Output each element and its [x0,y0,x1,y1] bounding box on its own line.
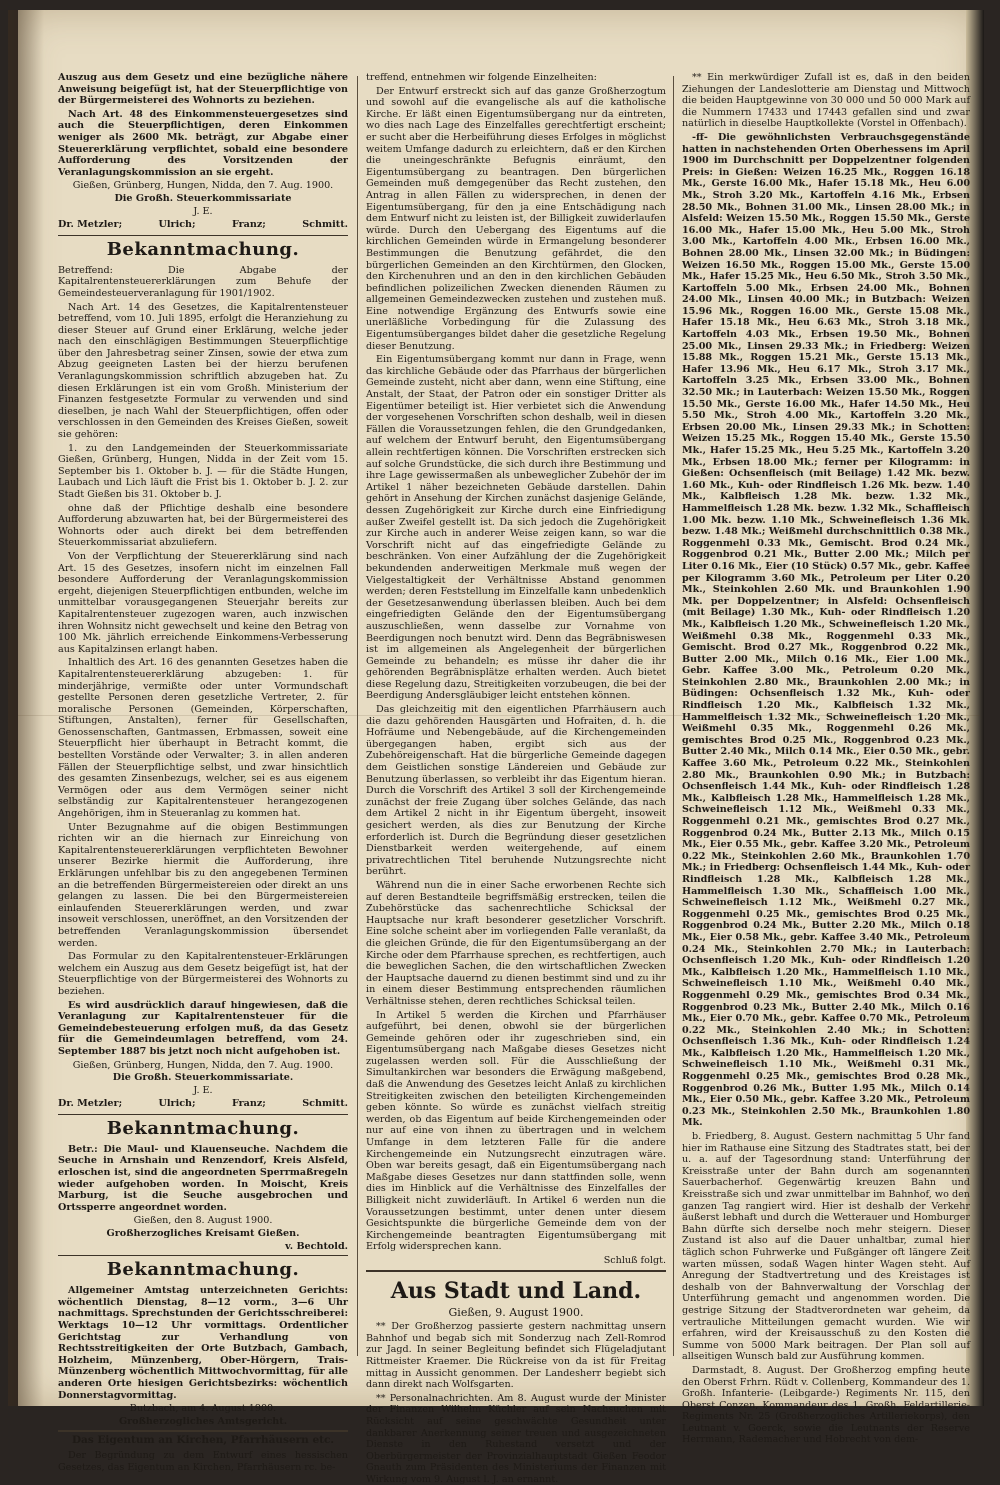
section-title: Aus Stadt und Land. [390,1277,642,1304]
paragraph: ohne daß der Pflichtige deshalb eine besondere Aufforderung abzuwarten hat, bei der Bürgermeisterei des Wohnorts oder auch direkt bei dem betreffenden Steuerkommissariat abzuliefern. [58,502,348,549]
intro-text: Auszug aus dem Gesetz und eine bezügliche nähere Anweisung beigefügt ist, hat der Steuerpflichtige von der Bürgermeisterei des Wohnorts zu beziehen. [58,72,348,107]
paragraph: Der Entwurf erstreckt sich auf das ganze Großherzogtum und sowohl auf die evangelische als auf die katholische Kirche. Er läßt einen Eigentumsübergang nur da eintreten, wo dies nach Lage des Einzelfalles gerechtfertigt erscheint; er sucht aber die Herbeiführung dieses Erfolges in möglichst weitem Umfange dadurch zu erleichtern, daß er den Kirchen die uneingeschränkte Befugnis einräumt, den Eigentumsübergang zu beantragen. Den bürgerlichen Gemeinden muß demgegenüber das Recht zustehen, den Antrag in allen Fällen zu widersprechen, in denen der Eigentumsübergang, für den ja eine Entschädigung nach dem Entwurf nicht zu leisten ist, der Billigkeit zuwiderlaufen würde. Durch den Uebergang des Eigentums auf die kirchlichen Gemeinden würde in Ermangelung besonderer Bestimmungen die Benutzung gefährdet, die den bürgerlichen Gemeinden an den Kirchtürmen, den Glocken, den Kirchenuhren und an den in den kirchlichen Gebäuden befindlichen polizeilichen Zwecken dienenden Räumen zu allgemeinen Gemeindezwecken zustehen und zustehen muß. Eine notwendige Ergänzung des Entwurfs sowie eine unerläßliche Vorbedingung für die Zulassung des Eigentumsüberganges bildet daher die gesetzliche Regelung dieser Benutzung. [366,85,666,352]
signatory: Ulrich; [158,219,196,231]
office: Die Großh. Steuerkommissariate [114,192,292,204]
paragraph: In Artikel 5 werden die Kirchen und Pfarrhäuser aufgeführt, bei denen, obwohl sie der bürgerlichen Gemeinde gehören oder ihr zugeschrieben sind, ein Eigentumsübergang nach Maßgabe dieses Gesetzes nicht zugelassen werden soll. Für die Ausschließung der Simultankirchen war besonders die Erwägung maßgebend, daß die Anwendung des Gesetzes leicht Anlaß zu kirchlichen Streitigkeiten zwischen den beteiligten Kirchengemeinden geben könnte. So würde es zunächst vielfach streitig werden, ob das Eigentum auf beide Kirchengemeinden oder nur auf eine von ihnen zu übertragen und in welchem Umfange in dem letzteren Falle für die andere Kirchengemeinde ein Nutzungsrecht einzutragen wäre. Oben war bereits gesagt, daß ein Eigentumsübergang nach Maßgabe dieses Gesetzes nur dann stattfinden solle, wenn dies im Hinblick auf die Verhältnisse des Einzelfalles der Billigkeit nicht zuwiderläuft. In Artikel 6 werden nun die Voraussetzungen bestimmt, unter denen unter diesem Gesichtspunkte die bürgerliche Gemeinde dem von der Kirchengemeinde beantragten Eigentumsübergang mit Erfolg widersprechen kann. [366,1009,666,1253]
paragraph: 1. zu den Landgemeinden der Steuerkommissariate Gießen, Grünberg, Hungen, Nidda in der Zeit vom 15. September bis 1. Oktober b. J. — für die Städte Hungen, Laubach und Lich läuft die Frist bis 1. Oktober b. J. 2. zur Stadt Gießen bis 31. Oktober b. J. [58,442,348,500]
office: Die Großh. Steuerkommissariate. [112,1072,294,1084]
initials: J. E. [193,205,213,217]
announcement-title: Bekanntmachung. [106,1117,300,1139]
paragraph: Ein Eigentumsübergang kommt nur dann in Frage, wenn das kirchliche Gebäude oder das Pfarrhaus der bürgerlichen Gemeinde zusteht, nicht aber dann, wenn eine Stiftung, eine Anstalt, der Staat, der Patron oder ein sonstiger Dritter als Eigentümer beteiligt ist. Hier verbietet sich die Anwendung der vorgesehenen Vorschriften schon deshalb, weil in diesen Fällen die Voraussetzungen fehlen, die den Grundgedanken, auf welchem der Entwurf beruht, den Eigentumsübergang allein rechtfertigen können. Die Vorschriften erstrecken sich auf solche Grundstücke, die sich durch ihre Bestimmung und ihre Lage gewissermaßen als unbeweglicher Zubehör der im Artikel 1 näher bezeichneten Gebäude darstellen. Dahin gehört in Ansehung der Kirchen zunächst dasjenige Gelände, dessen Zugehörigkeit zur Kirche durch eine Einfriedigung außer Zweifel gestellt ist. Da sich jedoch die Zugehörigkeit zur Kirche auch in anderer Weise zeigen kann, so war die Vorschrift nicht auf das eingefriedigte Gelände zu beschränken. Von einer Aufzählung der die Zugehörigkeit bekundenden anderweitigen Merkmale muß wegen der Vielgestaltigkeit der Verhältnisse Abstand genommen werden; deren Feststellung im Einzelfalle kann unbedenklich der Gesetzesanwendung überlassen bleiben. Auch bei dem eingefriedigten Gelände den der Eigentumsübergang auszuschließen, wenn dasselbe zur Vornahme von Beerdigungen noch benutzt wird. Denn das Begräbniswesen ist im allgemeinen als Angelegenheit der bürgerlichen Gemeinde zu behandeln; es müsse ihr daher die ihr gehörenden Begräbnisplätze erhalten werden. Auch bietet diese Regelung dazu, Streitigkeiten vorzubeugen, die bei der Beerdigung Andersgläubiger leicht entstehen können. [366,354,666,702]
column-right [682,72,970,1446]
paragraph: ** Personalnachrichten. Am 8. August wurde der Minister der Finanzen Wilhelm Küchler auf sein Nachsuchen mit Rücksicht auf seine geschwächte Gesundheit unter dankbarer Anerkennung seiner treuen und ausgezeichneten Dienste in den Ruhestand versetzt und der Oberbürgermeister der Provinzialhauptstadt Gießen Feodor Gnauth zum Präsidenten des Ministeriums der Finanzen mit Wirkung vom 9. August l. J. an ernannt. [366,1392,666,1485]
dateline: Butzbach, am 4. August 1900. [129,1403,277,1415]
newspaper-page [18,10,980,1485]
paragraph: Es wird ausdrücklich darauf hingewiesen, daß die Veranlagung zur Kapitalrentensteuer für die Gemeindebesteuerung erfolgen muß, da das Gesetz für die Gemeindeumlagen betreffend, vom 24. September 1887 bis jetzt noch nicht aufgehoben ist. [58,999,348,1057]
signature: v. Bechtold. [285,1240,348,1252]
paragraph: Das Formular zu den Kapitalrentensteuer-Erklärungen welchem ein Auszug aus dem Gesetz beigefügt ist, hat der Steuerpflichtige von der Bürgermeisterei des Wohnorts zu beziehen. [58,951,348,997]
signatory-names [58,219,348,231]
separator [58,1255,348,1256]
dateline: Gießen, den 8. August 1900. [133,1215,273,1227]
paragraph: ** Ein merkwürdiger Zufall ist es, daß in den beiden Ziehungen der Landeslotterie am Dienstag und Mittwoch die beiden Hauptgewinne von 30 000 und 50 000 Mark auf die Nummern 17433 und 17443 gefallen sind und zwar natürlich in dieselbe Hauptkollekte (Vorstel in Offenbach). [682,72,970,130]
paragraph: Betr.: Die Maul- und Klauenseuche. Nachdem die Seuche in Arnshain und Renzendorf, Kreis Alsfeld, erloschen ist, sind die angeordneten Sperrmaßregeln wieder aufgehoben worden. In Moischt, Kreis Marburg, ist die Seuche ausgebrochen und Ortssperre angeordnet worden. [58,1143,348,1213]
signatory: Schmitt. [302,219,348,231]
separator [58,235,348,236]
signatory: Schmitt. [302,1098,348,1110]
signatory: Dr. Metzler; [58,1098,123,1110]
office: Großherzogliches Kreisamt Gießen. [106,1228,300,1240]
article-title: Das Eigentum an Kirchen, Pfarrhäusern etc. [71,1434,335,1447]
announcement-title: Bekanntmachung. [106,1259,300,1281]
announcement-title: Bekanntmachung. [106,238,300,260]
paragraph: b. Friedberg, 8. August. Gestern nachmittag 5 Uhr fand hier im Rathause eine Sitzung des Stadtrates statt, bei der u. a. auf der Tagesordnung stand: Unterführung der Kreisstraße unter der Bahn durch am sogenannten Sauerbacherhof. Gegenwärtig kreuzen Bahn und Kreisstraße sich und zwar unmittelbar im Bahnhof, wo den ganzen Tag rangiert wird. Hier ist deshalb der Verkehr äußerst lebhaft und durch die Wetterauer und Homburger Bahn dürfte sich derselbe noch mehr steigern. Dieser Zustand ist also auf die Dauer unhaltbar, zumal hier täglich schon Fuhrwerke und Fußgänger oft längere Zeit warten müssen, sodaß Wagen hinter Wagen steht. Auf Anregung der Stadtvertretung und des Kreistages ist deshalb von der Bahnverwaltung der Vorschlag der Unterführung gemacht und angenommen worden. Die gestrige Sitzung der Stadtverordneten war geheim, da vertrauliche Mitteilungen gemacht wurden. Wie wir erfahren, wird der Kreisausschuß zu den Kosten die Summe von 5000 Mark beitragen. Der Plan soll auf allseitigen Wunsch bald zur Ausführung kommen. [682,1131,970,1363]
section-dateline: Gießen, 9. August 1900. [448,1305,584,1319]
betreff: Betreffend: Die Abgabe der Kapitalrentensteuererklärungen zum Behufe der Gemeindesteuerveranlagung für 1901/1902. [58,264,348,299]
art48-text: Nach Art. 48 des Einkommensteuergesetzes sind auch die Steuerpflichtigen, deren Einkommen weniger als 2600 Mk. beträgt, zur Abgabe einer Steuererklärung verpflichtet, sobald eine besondere Aufforderung des Vorsitzenden der Veranlagungskommission an sie ergeht. [58,108,348,178]
office: Großherzogliches Amtsgericht. [118,1415,288,1427]
separator [366,1270,666,1272]
column-left [58,72,348,1473]
signatory: Franz; [231,1098,266,1110]
separator [58,1114,348,1115]
continued-note: Schluß folgt. [603,1254,666,1266]
paragraph: Der Begründung zu dem Entwurf eines hessischen Gesetzes, das Eigentum an Kirchen, Pfarrhäusern rc. be- [58,1449,348,1473]
initials: J. E. [193,1084,213,1096]
paragraph: Inhaltlich des Art. 16 des genannten Gesetzes haben die Kapitalrentensteuererklärung abzugeben: 1. für minderjährige, vermißte oder unter Vormundschaft gestellte Personen deren gesetzliche Vertreter, 2. für moralische Personen (Gemeinden, Körperschaften, Stiftungen, Anstalten), ferner für Gesellschaften, Genossenschaften, Gantmassen, Erbmassen, soweit eine Steuerpflicht hier überhaupt in Betracht kommt, die bestellten Vorstände oder Verwalter; 3. in allen anderen Fällen der Steuerpflichtige selbst, und zwar hinsichtlich des gesamten Zinsenbezugs, welcher, sei es aus eigenem Vermögen oder aus dem Vermögen seiner nicht selbständig zur Kapitalrentensteuer herangezogenen Angehörigen, ihm in Steueranlag zu kommen hat. [58,657,348,820]
column-middle [366,72,666,1485]
paragraph: treffend, entnehmen wir folgende Einzelheiten: [366,72,597,83]
signatory-names [58,1098,348,1110]
column-rule [357,76,358,1356]
signatory: Dr. Metzler; [58,219,123,231]
paragraph: Allgemeiner Amtstag unterzeichneten Gerichts: wöchentlich Dienstag, 8—12 vorm., 3—6 Uhr nachmittags. Sprechstunden der Gerichtsschreiberei: Werktags 10—12 Uhr vormittags. Ordentlicher Gerichtstag zur Verhandlung von Rechtsstreitigkeiten der Orte Butzbach, Gambach, Holzheim, Münzenberg, Ober-Hörgern, Trais-Münzenberg wöchentlich Mittwochvormittag, für alle anderen Orte hiesigen Gerichtsbezirks: wöchentlich Donnerstagvormittag. [58,1285,348,1401]
dateline: Gießen, Grünberg, Hungen, Nidda, den 7. Aug. 1900. [72,1059,334,1071]
paragraph: Das gleichzeitig mit den eigentlichen Pfarrhäusern auch die dazu gehörenden Hausgärten und Hofraiten, d. h. die Hofräume und Nebengebäude, auf die Kirchengemeinden übergegangen haben, ergibt sich aus der Zubehöreigenschaft. Hat die bürgerliche Gemeinde dagegen dem Geistlichen sonstige Ländereien und Gebäude zur Benutzung überlassen, so verbleibt ihr das Eigentum hieran. Durch die Vorschrift des Artikel 3 soll der Kirchengemeinde zunächst der freie Zugang über solches Gelände, das nach dem Artikel 2 nicht in ihr Eigentum übergeht, insoweit gesichert werden, als dies zur Benutzung der Kirche erforderlich ist. Durch die Begründung dieser gesetzlichen Dienstbarkeit werden weitergehende, auf einem privatrechtlichen Titel beruhende Nutzungsrechte nicht berührt. [366,704,666,878]
paragraph: Nach Art. 14 des Gesetzes, die Kapitalrentensteuer betreffend, vom 10. Juli 1895, erfolgt die Heranziehung zu dieser Steuer auf Grund einer Erklärung, welche jeder nach den einschlägigen Bestimmungen Steuerpflichtige über den Jahresbetrag seiner Zinsen, sowie der etwa zum Abzug geeigneten Lasten bei der hierzu berufenen Veranlagungskommission schriftlich abzugeben hat. Zu diesen Erklärungen ist ein vom Großh. Ministerium der Finanzen festgesetzte Formular zu verwenden und sind dieselben, je nach Wahl der Steuerpflichtigen, offen oder verschlossen in den Gemeinden des Kreises Gießen, soweit sie gehören: [58,301,348,441]
separator [58,1430,348,1432]
paragraph: Unter Bezugnahme auf die obigen Bestimmungen richten wir an die hiernach zur Einreichung von Kapitalrentensteuererklärungen verpflichteten Bewohner unserer Bezirke hiermit die Aufforderung, ihre Erklärungen unfehlbar bis zu den angegebenen Terminen an die betreffenden Bürgermeistereien oder direkt an uns gelangen zu lassen. Die bei den Bürgermeistereien einlaufenden Steuererklärungen werden, und zwar insoweit verschlossen, uneröffnet, an den Vorsitzenden der betreffenden Veranlagungskommission übersendet werden. [58,821,348,949]
signatory: Franz; [231,219,266,231]
signatory: Ulrich; [158,1098,196,1110]
price-report: -ff- Die gewöhnlichsten Verbrauchsgegenstände hatten in nachstehenden Orten Oberhessens im April 1900 im Durchschnitt per Doppelzentner folgenden Preis: in Gießen: Weizen 16.25 Mk., Roggen 16.18 Mk., Gerste 16.00 Mk., Hafer 15.18 Mk., Heu 6.00 Mk., Stroh 3.20 Mk., Kartoffeln 4.16 Mk., Erbsen 28.50 Mk., Bohnen 31.00 Mk., Linsen 28.00 Mk.; in Alsfeld: Weizen 15.50 Mk., Roggen 15.50 Mk., Gerste 16.00 Mk., Hafer 15.00 Mk., Heu 5.00 Mk., Stroh 3.00 Mk., Kartoffeln 4.00 Mk., Erbsen 16.00 Mk., Bohnen 28.00 Mk., Linsen 32.00 Mk.; in Büdingen: Weizen 16.50 Mk., Roggen 15.00 Mk., Gerste 15.00 Mk., Hafer 15.25 Mk., Heu 6.50 Mk., Stroh 3.50 Mk., Kartoffeln 5.00 Mk., Erbsen 24.00 Mk., Bohnen 24.00 Mk., Linsen 40.00 Mk.; in Butzbach: Weizen 15.96 Mk., Roggen 16.00 Mk., Gerste 15.08 Mk., Hafer 15.18 Mk., Heu 6.63 Mk., Stroh 3.18 Mk., Kartoffeln 4.03 Mk., Erbsen 19.50 Mk., Bohnen 25.00 Mk., Linsen 29.33 Mk.; in Friedberg: Weizen 15.88 Mk., Roggen 15.21 Mk., Gerste 15.13 Mk., Hafer 13.96 Mk., Heu 6.17 Mk., Stroh 3.17 Mk., Kartoffeln 3.25 Mk., Erbsen 33.00 Mk., Bohnen 32.50 Mk.; in Lauterbach: Weizen 15.50 Mk., Roggen 15.50 Mk., Gerste 16.00 Mk., Hafer 14.50 Mk., Heu 5.50 Mk., Stroh 4.00 Mk., Kartoffeln 3.20 Mk., Erbsen 20.00 Mk., Linsen 29.33 Mk.; in Schotten: Weizen 15.25 Mk., Roggen 15.40 Mk., Gerste 15.50 Mk., Hafer 15.25 Mk., Heu 5.25 Mk., Kartoffeln 3.20 Mk., Erbsen 18.00 Mk.; ferner per Kilogramm: in Gießen: Ochsenfleisch (mit Beilage) 1.42 Mk. bezw. 1.60 Mk., Kuh- oder Rindfleisch 1.26 Mk. bezw. 1.40 Mk., Kalbfleisch 1.28 Mk. bezw. 1.32 Mk., Hammelfleisch 1.28 Mk. bezw. 1.32 Mk., Schaffleisch 1.00 Mk. bezw. 1.10 Mk., Schweinefleisch 1.36 Mk. bezw. 1.48 Mk.; Weißmehl durchschnittlich 0.38 Mk., Roggenmehl 0.33 Mk., Gemischt. Brod 0.24 Mk., Roggenbrod 0.21 Mk., Butter 2.00 Mk.; Milch per Liter 0.16 Mk., Eier (10 Stück) 0.57 Mk., gebr. Kaffee per Kilogramm 3.60 Mk., Petroleum per Liter 0.20 Mk., Steinkohlen 2.60 Mk. und Braunkohlen 1.90 Mk. per Doppelzentner; in Alsfeld: Ochsenfleisch (mit Beilage) 1.30 Mk., Kuh- oder Rindfleisch 1.20 Mk., Kalbfleisch 1.20 Mk., Schweinefleisch 1.20 Mk., Weißmehl 0.38 Mk., Roggenmehl 0.33 Mk., Gemischt. Brod 0.27 Mk., Roggenbrod 0.22 Mk., Butter 2.00 Mk., Milch 0.16 Mk., Eier 1.00 Mk., Gebr. Kaffee 3.00 Mk., Petroleum 0.20 Mk., Steinkohlen 2.80 Mk., Braunkohlen 2.00 Mk.; in Büdingen: Ochsenfleisch 1.32 Mk., Kuh- oder Rindfleisch 1.20 Mk., Kalbfleisch 1.32 Mk., Hammelfleisch 1.32 Mk., Schweinefleisch 1.20 Mk., Weißmehl 0.35 Mk., Roggenmehl 0.26 Mk., gemischtes Brod 0.25 Mk., Roggenbrod 0.23 Mk., Butter 2.40 Mk., Milch 0.14 Mk., Eier 0.50 Mk., gebr. Kaffee 3.60 Mk., Petroleum 0.22 Mk., Steinkohlen 2.80 Mk., Braunkohlen 0.90 Mk.; in Butzbach: Ochsenfleisch 1.44 Mk., Kuh- oder Rindfleisch 1.28 Mk., Kalbfleisch 1.28 Mk., Hammelfleisch 1.28 Mk., Schweinefleisch 1.12 Mk., Weißmehl 0.33 Mk., Roggenmehl 0.21 Mk., gemischtes Brod 0.27 Mk., Roggenbrod 0.24 Mk., Butter 2.13 Mk., Milch 0.15 Mk., Eier 0.55 Mk., gebr. Kaffee 3.20 Mk., Petroleum 0.22 Mk., Steinkohlen 2.60 Mk., Braunkohlen 1.70 Mk.; in Friedberg: Ochsenfleisch 1.44 Mk., Kuh- oder Rindfleisch 1.28 Mk., Kalbfleisch 1.28 Mk., Hammelfleisch 1.30 Mk., Schaffleisch 1.00 Mk., Schweinefleisch 1.12 Mk., Weißmehl 0.27 Mk., Roggenmehl 0.25 Mk., gemischtes Brod 0.25 Mk., Roggenbrod 0.24 Mk., Butter 2.20 Mk., Milch 0.18 Mk., Eier 0.58 Mk., gebr. Kaffee 3.40 Mk., Petroleum 0.24 Mk., Steinkohlen 2.70 Mk.; in Lauterbach: Ochsenfleisch 1.20 Mk., Kuh- oder Rindfleisch 1.20 Mk., Kalbfleisch 1.20 Mk., Hammelfleisch 1.10 Mk., Schweinefleisch 1.10 Mk., Weißmehl 0.40 Mk., Roggenmehl 0.29 Mk., gemischtes Brod 0.34 Mk., Roggenbrod 0.23 Mk., Butter 2.40 Mk., Milch 0.16 Mk., Eier 0.70 Mk., gebr. Kaffee 0.70 Mk., Petroleum 0.22 Mk., Steinkohlen 2.40 Mk.; in Schotten: Ochsenfleisch 1.36 Mk., Kuh- oder Rindfleisch 1.24 Mk., Kalbfleisch 1.20 Mk., Hammelfleisch 1.20 Mk., Schweinefleisch 1.10 Mk., Weißmehl 0.31 Mk., Roggenmehl 0.25 Mk., gemischtes Brod 0.28 Mk., Roggenbrod 0.26 Mk., Butter 1.95 Mk., Milch 0.14 Mk., Eier 0.50 Mk., gebr. Kaffee 3.20 Mk., Petroleum 0.23 Mk., Steinkohlen 2.50 Mk., Braunkohlen 1.80 Mk. [682,131,970,1129]
dateline: Gießen, Grünberg, Hungen, Nidda, den 7. Aug. 1900. [72,180,334,192]
paragraph: Darmstadt, 8. August. Der Großherzog empfing heute den Oberst Frhrn. Rüdt v. Collenberg, Kommandeur des 1. Großh. Infanterie- (Leibgarde-) Regiments Nr. 115, den Oberst Conzen, Kommandeur des 1. Großh. Feldartillerie-Regiments Nr. 25 (Großherzogliches Artilleriekorps), den Leutnant v. Goerck, sowie die Leutnants der Reserve Herrmann, Rademacher und Hobrecht von dem- [682,1364,970,1446]
paragraph: Von der Verpflichtung der Steuererklärung sind nach Art. 15 des Gesetzes, insofern nicht im einzelnen Fall besondere Aufforderung der Veranlagungskommission ergeht, diejenigen Steuerpflichtigen entbunden, welche im unmittelbar vorausgegangenen Steuerjahr bereits zur Kapitalrentensteuer zugezogen waren, auch inzwischen ihren Wohnsitz nicht gewechselt und keine den Betrag von 100 Mk. jährlich erreichende Einkommens-Verbesserung aus Kapitalzinsen erlangt haben. [58,550,348,655]
paragraph: Während nun die in einer Sache erworbenen Rechte sich auf deren Bestandteile begriffsmäßig erstrecken, teilen die Zubehörstücke das sachenrechtliche Schicksal der Hauptsache nur kraft besonderer gesetzlicher Vorschrift. Eine solche scheint aber im vorliegenden Falle veranlaßt, da die gleichen Gründe, die für den Eigentumsübergang an der Kirche oder dem Pfarrhause sprechen, es rechtfertigen, auch die beweglichen Sachen, die den wirtschaftlichen Zwecken der Hauptsache dauernd zu dienen bestimmt sind und zu ihr in einem dieser Bestimmung entsprechenden räumlichen Verhältnisse stehen, deren rechtliches Schicksal teilen. [366,879,666,1007]
paragraph: ** Der Großherzog passierte gestern nachmittag unsern Bahnhof und begab sich mit Sonderzug nach Zell-Romrod zur Jagd. In seiner Begleitung befindet sich Flügeladjutant Rittmeister Kraemer. Die Rückreise von da ist für Freitag mittag in Aussicht genommen. Der Landesherr begiebt sich dann direkt nach Wolfsgarten. [366,1321,666,1391]
column-rule [673,76,674,1356]
